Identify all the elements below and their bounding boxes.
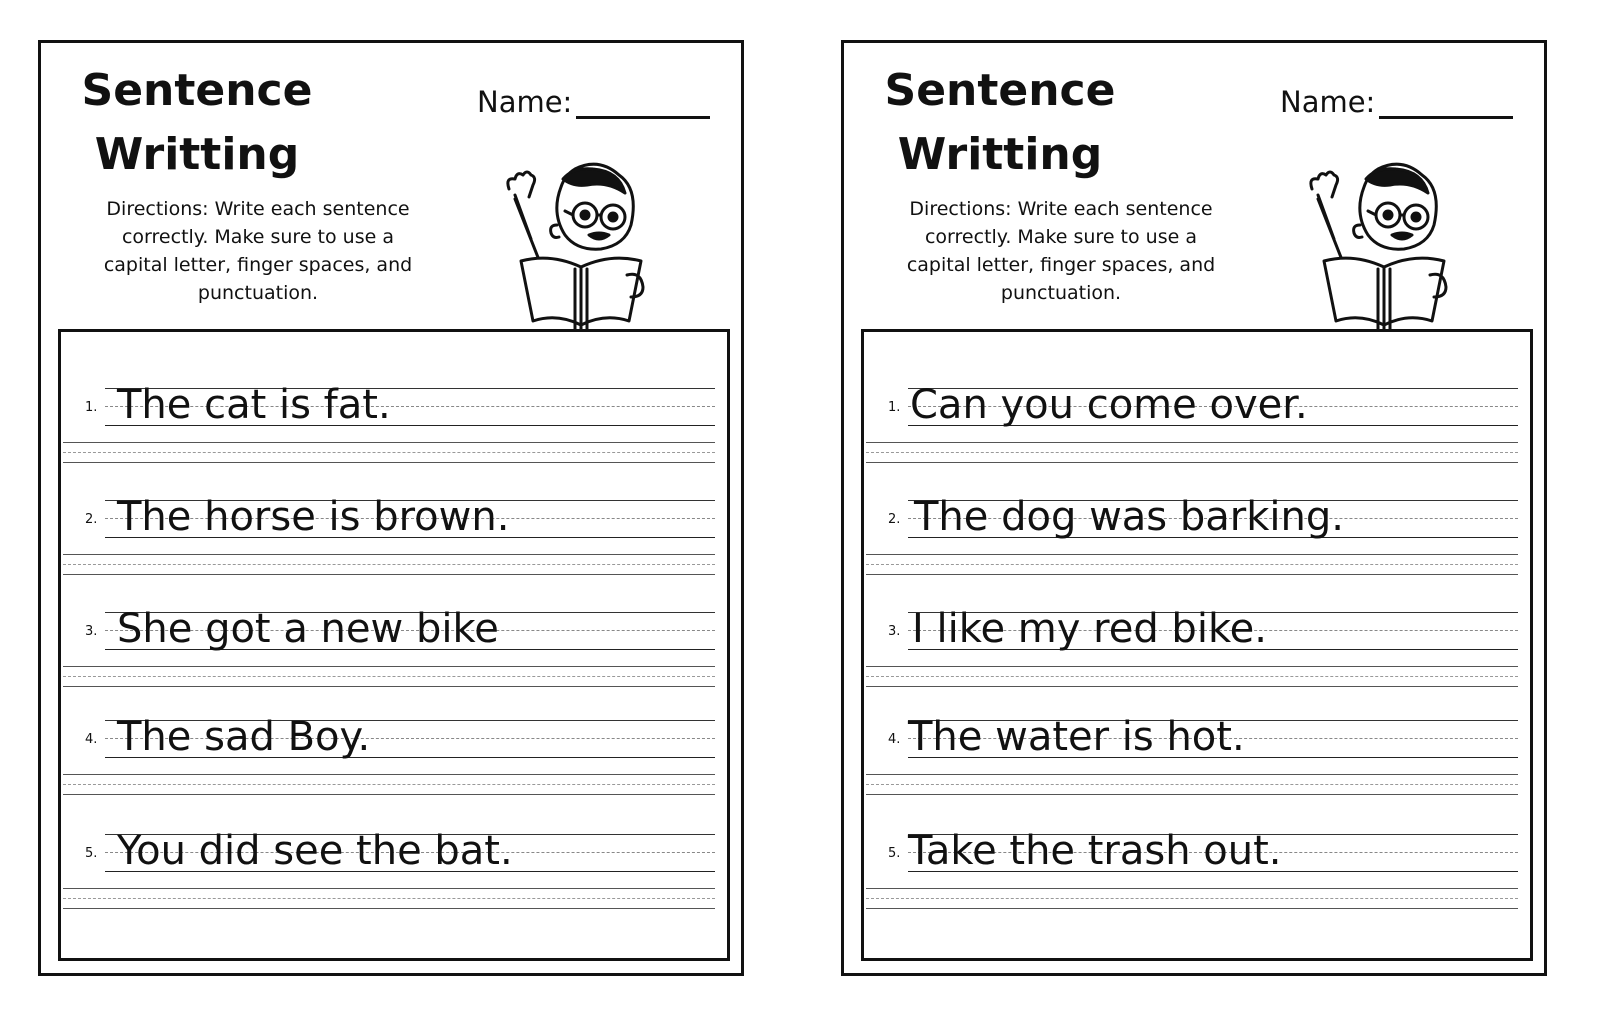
sentence-number: 1.: [85, 400, 98, 415]
sentence-number: 4.: [888, 732, 901, 747]
sentence-number: 3.: [85, 624, 98, 639]
worksheet-title: [880, 59, 1120, 187]
name-field[interactable]: [477, 85, 710, 119]
title-line-1: Sentence: [884, 65, 1116, 116]
kid-reading-illustration: [501, 155, 661, 333]
sentence-row[interactable]: [864, 484, 1530, 596]
sentence-text: Take the trash out.: [908, 828, 1282, 874]
name-label: Name:: [477, 85, 573, 119]
directions-text: Directions: Write each sentence correctly. Make sure to use a capital letter, finger spaces, and punctuation.: [103, 198, 413, 304]
sentence-text: She got a new bike: [117, 606, 499, 652]
writing-lines-area[interactable]: [58, 329, 730, 961]
title-line-1: Sentence: [81, 65, 313, 116]
sentence-number: 5.: [85, 846, 98, 861]
name-blank-line[interactable]: [576, 92, 710, 119]
title-line-2: Writting: [94, 129, 300, 180]
name-field[interactable]: [1280, 85, 1513, 119]
sentence-text: I like my red bike.: [912, 606, 1267, 652]
sentence-text: The cat is fat.: [117, 382, 391, 428]
sentence-text: Can you come over.: [910, 382, 1308, 428]
worksheet-right: [841, 40, 1547, 976]
sentence-row[interactable]: [61, 372, 727, 484]
sentence-number: 4.: [85, 732, 98, 747]
worksheet-title: [77, 59, 317, 187]
sentence-row[interactable]: [864, 596, 1530, 708]
sentence-number: 3.: [888, 624, 901, 639]
sentence-text: The dog was barking.: [914, 494, 1344, 540]
sentence-row[interactable]: [61, 818, 727, 930]
name-blank-line[interactable]: [1379, 92, 1513, 119]
sentence-number: 5.: [888, 846, 901, 861]
sentence-number: 1.: [888, 400, 901, 415]
sentence-row[interactable]: [61, 596, 727, 708]
sentence-number: 2.: [888, 512, 901, 527]
directions-text: Directions: Write each sentence correctly. Make sure to use a capital letter, finger spaces, and punctuation.: [906, 198, 1216, 304]
sentence-row[interactable]: [864, 818, 1530, 930]
sentence-text: You did see the bat.: [117, 828, 513, 874]
writing-lines-area[interactable]: [861, 329, 1533, 961]
sentence-text: The sad Boy.: [117, 714, 371, 760]
sentence-row[interactable]: [864, 372, 1530, 484]
sentence-row[interactable]: [864, 704, 1530, 816]
sentence-row[interactable]: [61, 704, 727, 816]
sentence-row[interactable]: [61, 484, 727, 596]
sentence-text: The horse is brown.: [117, 494, 510, 540]
name-label: Name:: [1280, 85, 1376, 119]
kid-reading-illustration: [1304, 155, 1464, 333]
sentence-number: 2.: [85, 512, 98, 527]
title-line-2: Writting: [897, 129, 1103, 180]
worksheet-left: [38, 40, 744, 976]
sentence-text: The water is hot.: [908, 714, 1245, 760]
